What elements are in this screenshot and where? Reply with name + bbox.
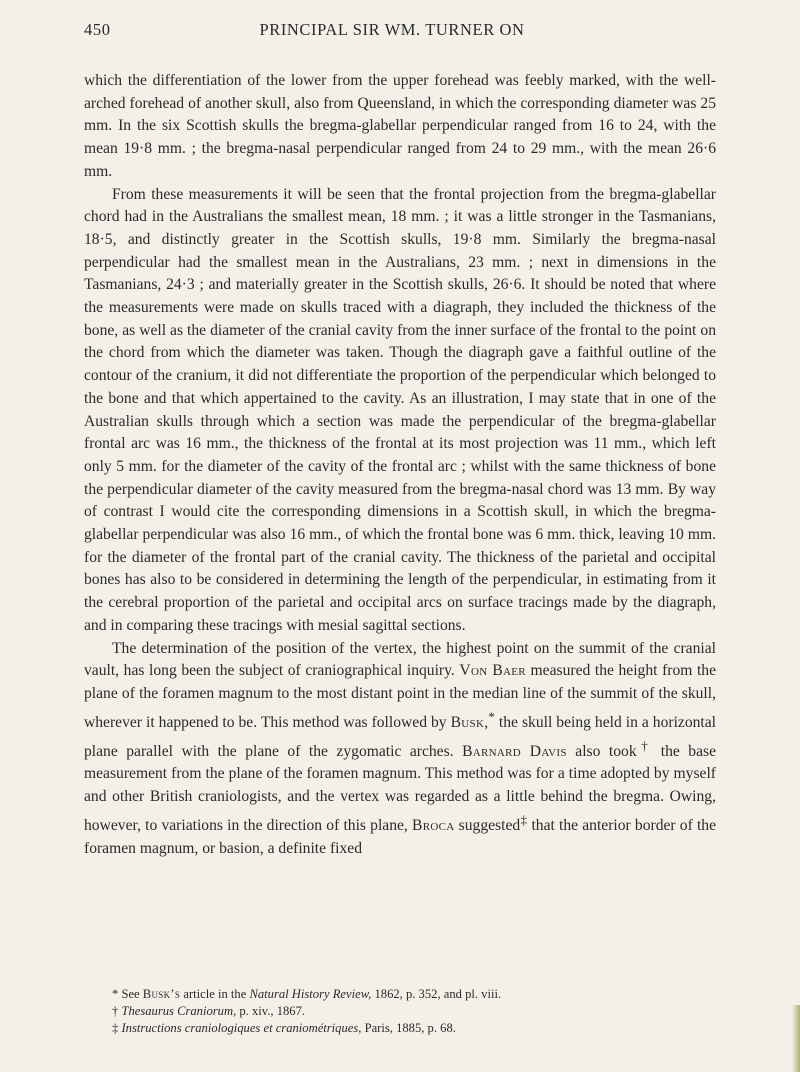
footnote-2 <box>84 1003 716 1020</box>
paragraph-3-text-b: measured the height from the plane of the foramen magnum to the most distant point in the median line of the summit of the skull, wherever it happened to be. This method was followed by <box>84 662 717 731</box>
footnotes <box>84 986 716 1036</box>
paragraph-3-text-a: The determination of the position of the vertex, the highest point on the summit of the cranial vault, has long been the subject of craniographical inquiry. <box>84 639 716 680</box>
paragraph-1: which the differentiation of the lower from the upper forehead was feebly marked, with the well-arched forehead of another skull, also from Queensland, in which the corresponding diameter was 25 mm. In the six Scottish skulls the bregma-glabellar perpendicular ranged from 16 to 24, with the mean 19·8 mm. ; the bregma-nasal perpendicular ranged from 24 to 29 mm., with the mean 26·6 mm. <box>84 72 716 180</box>
author-barnard-davis: Barnard Davis <box>462 742 567 760</box>
main-text <box>84 70 716 860</box>
author-von-baer: Von Baer <box>459 662 526 680</box>
footnote-1-text-b: article in the <box>183 987 247 1001</box>
footnote-1-text-a: See <box>121 987 140 1001</box>
paragraph-3-text-e: the base measurement from the plane of the foramen magnum. This method was for a time adopted by myself and other British craniologists, and the vertex was regarded as a little behind the bregma. Owing, however, to variations in the direction of this plane, <box>84 742 716 835</box>
paragraph-3 <box>84 638 716 861</box>
page-edge-stain <box>792 1005 800 1072</box>
footnote-ref-2: † <box>636 737 653 753</box>
footnote-1-text-c: 1862, p. 352, and pl. viii. <box>374 987 502 1001</box>
footnote-2-text: p. xiv., 1867. <box>239 1003 306 1018</box>
running-title: PRINCIPAL SIR WM. TURNER ON <box>259 20 525 39</box>
author-broca: Broca <box>412 817 455 835</box>
author-busk: Busk, <box>450 713 489 731</box>
paragraph-3-text-f: suggested <box>458 817 521 835</box>
paragraph-3-text-d: also took <box>575 742 637 760</box>
page-number: 450 <box>84 20 111 39</box>
paragraph-2: From these measurements it will be seen that the frontal projection from the bregma-glabellar chord had in the Australians the smallest mean, 18 mm. ; it was a little stronger in the Tasmanians, 18·5, and distinctly greater in the Scottish skulls, 19·8 mm. Similarly the bregma-nasal perpendicular had the smallest mean in the Australians, 23 mm. ; next in dimensions in the Tasmanians, 24·3 ; and materially greater in the Scottish skulls, 26·6. It should be noted that where the measurements were made on skulls traced with a diagraph, they included the thickness of the bone, as well as the diameter of the cranial cavity from the inner surface of the frontal to the point on the chord from which the diameter was taken. Though the diagraph gave a faithful outline of the contour of the cranium, it did not differentiate the proportion of the perpendicular which belonged to the bone and that which appertained to the cavity. As an illustration, I may state that in one of the Australian skulls through which a section was made the perpendicular of the bregma-glabellar frontal arc was 16 mm., the thickness of the frontal at its most projection was 11 mm., which left only 5 mm. for the diameter of the cavity of the frontal arc ; whilst with the same thickness of bone the perpendicular diameter of the cavity measured from the bregma-nasal chord was 13 mm. By way of contrast I would cite the corresponding dimensions in a Scottish skull, in which the bregma-glabellar perpendicular was also 16 mm., of which the frontal bone was 6 mm. thick, leaving 10 mm. for the diameter of the frontal part of the cranial cavity. The thickness of the parietal and occipital bones has also to be considered in determining the length of the perpendicular, in estimating from it the cerebral proportion of the parietal and occipital arcs on surface tracings made by the diagraph, and in comparing these tracings with mesial sagittal sections. <box>84 185 716 634</box>
footnote-1-author: Busk’s <box>142 987 181 1001</box>
paragraph-3-text-c: the skull being held in a horizontal plane parallel with the plane of the zygomatic arches. <box>84 713 716 760</box>
footnote-3-mark: ‡ <box>112 1020 119 1035</box>
footnote-ref-3: ‡ <box>520 811 528 827</box>
footnote-1 <box>84 986 716 1003</box>
footnote-2-title: Thesaurus Craniorum, <box>121 1003 237 1018</box>
running-header <box>84 20 700 44</box>
footnote-3-text: Paris, 1885, p. 68. <box>364 1020 456 1035</box>
footnote-3-title: Instructions craniologiques et craniométriques, <box>121 1020 362 1035</box>
footnote-ref-1: * <box>488 708 495 724</box>
footnote-1-mark: * <box>112 987 119 1001</box>
footnote-3 <box>84 1020 716 1037</box>
footnote-1-journal: Natural History Review, <box>249 987 372 1001</box>
paragraph-3-text-g: that the anterior border of the foramen magnum, or basion, a definite fixed <box>84 817 717 857</box>
footnote-2-mark: † <box>112 1003 119 1018</box>
